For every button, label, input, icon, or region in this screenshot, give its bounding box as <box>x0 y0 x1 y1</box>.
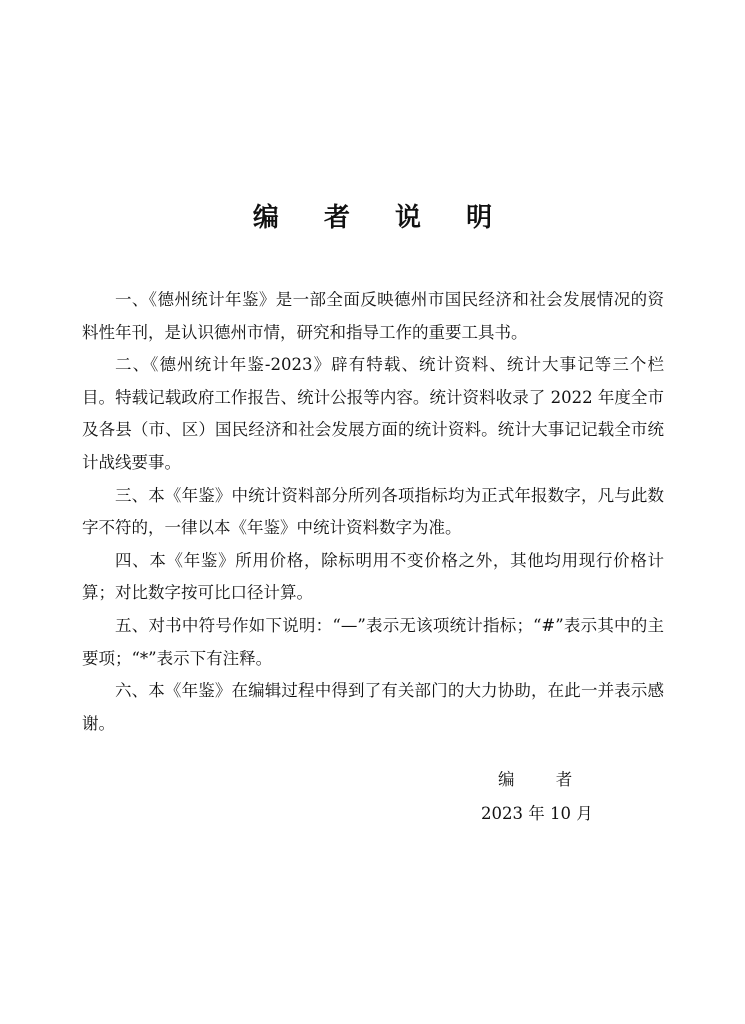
paragraph-3: 三、本《年鉴》中统计资料部分所列各项指标均为正式年报数字，凡与此数字不符的，一律以本《年鉴》中统计资料数字为准。 <box>82 485 664 538</box>
paragraph-4: 四、本《年鉴》所用价格，除标明用不变价格之外，其他均用现行价格计算；对比数字按可比口径计算。 <box>82 550 664 603</box>
paragraph-1: 一、《德州统计年鉴》是一部全面反映德州市国民经济和社会发展情况的资料性年刊，是认识德州市情，研究和指导工作的重要工具书。 <box>82 290 664 342</box>
paragraph-2: 二、《德州统计年鉴-2023》辟有特载、统计资料、统计大事记等三个栏目。特载记载政府工作报告、统计公报等内容。统计资料收录了 2022 年度全市及各县（市、区）国民经济和社会发展方面的统计资料。统计大事记记载全市统计战线要事。 <box>82 355 664 472</box>
paragraph-5: 五、对书中符号作如下说明：“—”表示无该项统计指标；“#”表示其中的主要项；“*”表示下有注释。 <box>82 615 664 668</box>
document-body <box>82 284 664 740</box>
signature-date: 2023 年 10 月 <box>481 804 593 823</box>
signature-editor: 编 者 <box>498 770 591 789</box>
paragraph-6: 六、本《年鉴》在编辑过程中得到了有关部门的大力协助，在此一并表示感谢。 <box>82 681 664 733</box>
page-title: 编 者 说 明 <box>252 203 511 233</box>
